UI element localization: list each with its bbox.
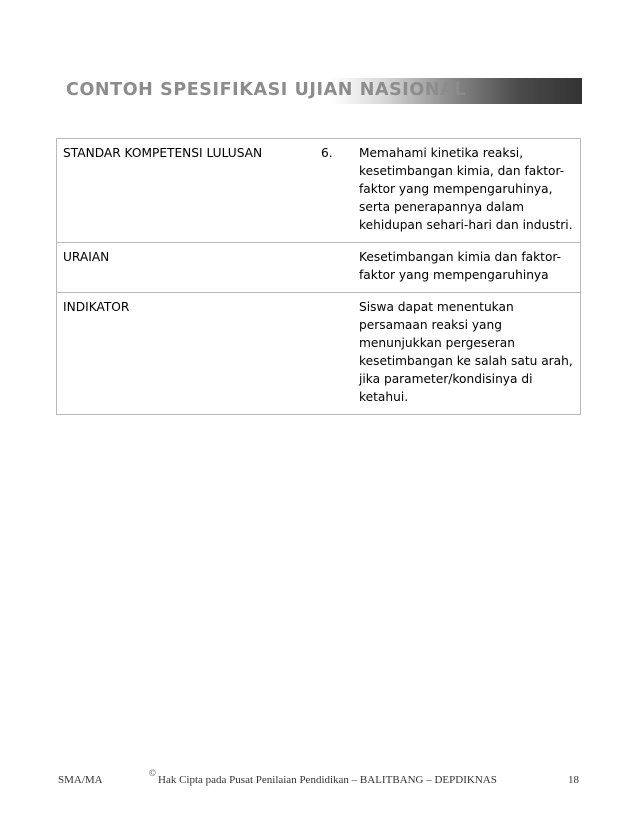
row-content bbox=[351, 139, 581, 243]
copyright-icon: © bbox=[149, 768, 156, 778]
footer-school-level: SMA/MA bbox=[58, 774, 103, 786]
row-number: 6. bbox=[317, 139, 351, 243]
content-line: Kesetimbangan kimia dan faktor- bbox=[359, 250, 562, 264]
page-number: 18 bbox=[568, 774, 579, 786]
table-row-indikator bbox=[57, 293, 581, 415]
content-line: kesetimbangan kimia, dan faktor- bbox=[359, 164, 565, 178]
row-label: URAIAN bbox=[57, 243, 318, 293]
footer-copyright: Hak Cipta pada Pusat Penilaian Pendidikan – BALITBANG – DEPDIKNAS bbox=[158, 774, 497, 786]
content-line: kehidupan sehari-hari dan industri. bbox=[359, 218, 573, 232]
content-line: faktor yang mempengaruhinya bbox=[359, 268, 549, 282]
row-label: INDIKATOR bbox=[57, 293, 318, 415]
row-number bbox=[317, 293, 351, 415]
row-label: STANDAR KOMPETENSI LULUSAN bbox=[57, 139, 318, 243]
content-line: kesetimbangan ke salah satu arah, bbox=[359, 354, 573, 368]
row-content bbox=[351, 293, 581, 415]
content-line: serta penerapannya dalam bbox=[359, 200, 525, 214]
content-line: Siswa dapat menentukan bbox=[359, 300, 514, 314]
row-content bbox=[351, 243, 581, 293]
content-line: menunjukkan pergeseran bbox=[359, 336, 515, 350]
page-title: CONTOH SPESIFIKASI UJIAN NASIONAL bbox=[66, 80, 467, 100]
content-line: Memahami kinetika reaksi, bbox=[359, 146, 524, 160]
content-line: persamaan reaksi yang bbox=[359, 318, 502, 332]
row-number bbox=[317, 243, 351, 293]
specification-table bbox=[56, 138, 581, 415]
table-row-standar-kompetensi bbox=[57, 139, 581, 243]
content-line: jika parameter/kondisinya di bbox=[359, 372, 533, 386]
table-row-uraian bbox=[57, 243, 581, 293]
content-line: faktor yang mempengaruhinya, bbox=[359, 182, 553, 196]
content-line: ketahui. bbox=[359, 390, 409, 404]
